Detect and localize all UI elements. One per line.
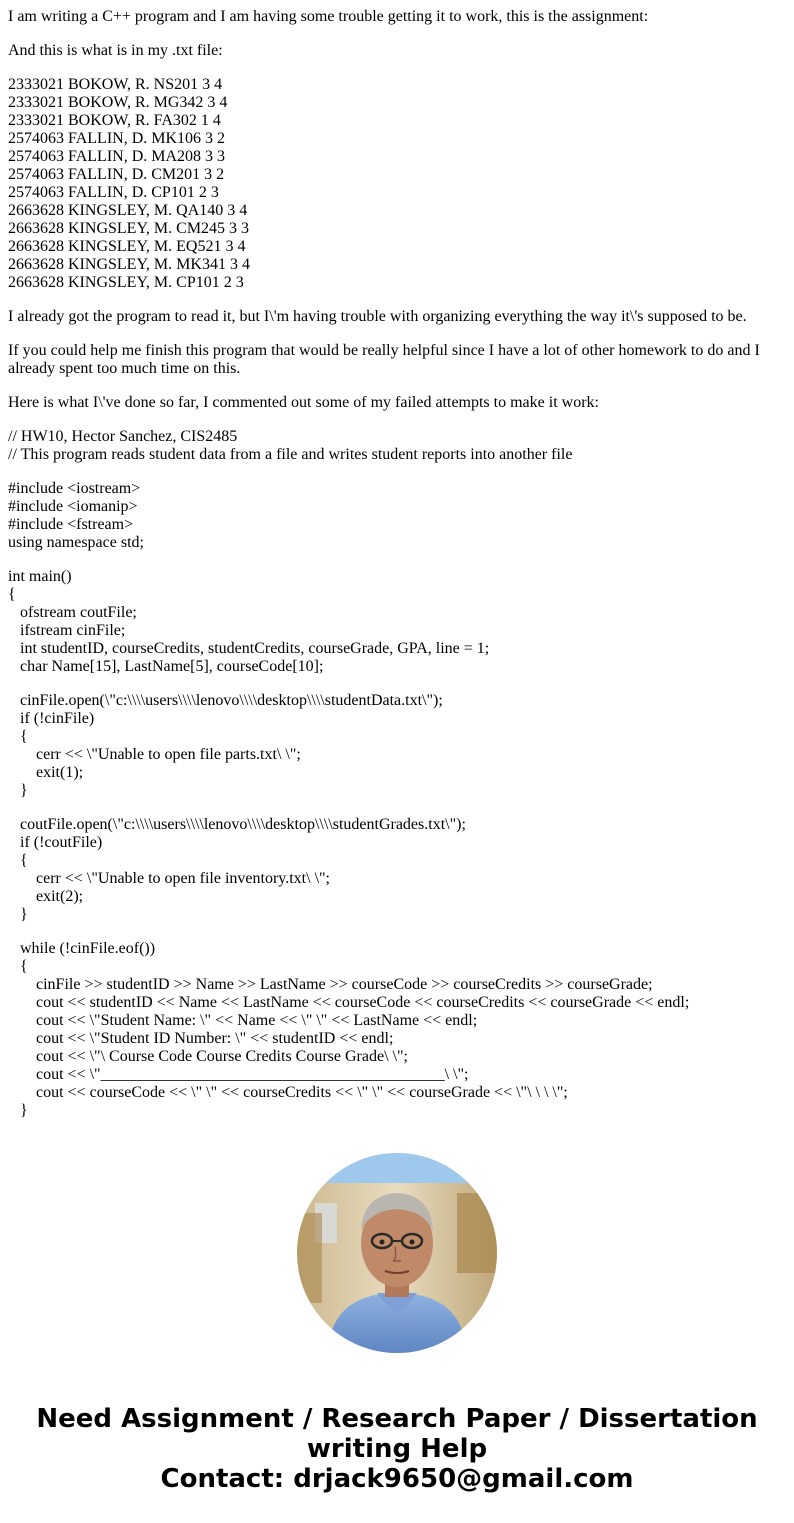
help-request-paragraph: If you could help me finish this program that would be really helpful since I have a lot of other homework to do and I already spent too much time on this. [8,342,760,377]
code-line: { [8,728,28,745]
code-line: cout << courseCode << \" \" << courseCredits << \" \" << courseGrade << \"\ \ \ \"; [8,1084,568,1101]
code-line: int main() [8,568,72,585]
txt-file-line: 2574063 FALLIN, D. MK106 3 2 [8,130,226,147]
code-listing [8,428,786,1120]
txt-file-contents [8,76,786,292]
code-line: cout << \"\ Course Code Course Credits Course Grade\ \"; [8,1048,408,1065]
txt-file-line: 2333021 BOKOW, R. FA302 1 4 [8,112,221,129]
code-block [8,568,786,676]
code-block [8,940,786,1120]
code-line: } [8,782,28,799]
txt-file-line: 2663628 KINGSLEY, M. CP101 2 3 [8,274,244,291]
code-block [8,480,786,552]
txt-file-line: 2663628 KINGSLEY, M. EQ521 3 4 [8,238,246,255]
txt-file-line: 2574063 FALLIN, D. CP101 2 3 [8,184,219,201]
code-line: #include <iomanip> [8,498,138,515]
code-line: if (!coutFile) [8,834,103,851]
code-line: #include <iostream> [8,480,141,497]
code-line: } [8,906,28,923]
code-line: coutFile.open(\"c:\\\\users\\\\lenovo\\\\desktop\\\\studentGrades.txt\"); [8,816,466,833]
code-line: if (!cinFile) [8,710,95,727]
code-line: } [8,1102,28,1119]
code-line: using namespace std; [8,534,144,551]
promo-line-1: Need Assignment / Research Paper / Dissertation [36,1404,758,1434]
txt-file-line: 2574063 FALLIN, D. CM201 3 2 [8,166,225,183]
code-line: // This program reads student data from a file and writes student reports into another file [8,446,573,463]
code-line: cout << studentID << Name << LastName << courseCode << courseCredits << courseGrade << endl; [8,994,690,1011]
txt-file-line: 2333021 BOKOW, R. MG342 3 4 [8,94,228,111]
code-line: #include <fstream> [8,516,134,533]
code-line: while (!cinFile.eof()) [8,940,156,957]
code-line: { [8,852,28,869]
promo-banner [0,1404,794,1494]
code-line: ifstream cinFile; [8,622,126,639]
code-line: char Name[15], LastName[5], courseCode[10]; [8,658,324,675]
txt-file-line: 2663628 KINGSLEY, M. QA140 3 4 [8,202,248,219]
code-block [8,816,786,924]
txt-file-line: 2663628 KINGSLEY, M. MK341 3 4 [8,256,250,273]
code-line: cout << \"Student Name: \" << Name << \" \" << LastName << endl; [8,1012,478,1029]
code-line: cout << \"Student ID Number: \" << studentID << endl; [8,1030,394,1047]
code-line: cout << \"___________________________________________\ \"; [8,1066,469,1083]
code-line: { [8,586,16,603]
code-line: cerr << \"Unable to open file inventory.txt\ \"; [8,870,330,887]
txt-file-line: 2333021 BOKOW, R. NS201 3 4 [8,76,223,93]
promo-line-2: writing Help [306,1434,488,1464]
code-line: // HW10, Hector Sanchez, CIS2485 [8,428,238,445]
code-line: int studentID, courseCredits, studentCredits, courseGrade, GPA, line = 1; [8,640,490,657]
txt-file-heading: And this is what is in my .txt file: [8,42,223,59]
intro-paragraph: I am writing a C++ program and I am having some trouble getting it to work, this is the assignment: [8,8,649,25]
code-intro-paragraph: Here is what I\'ve done so far, I commented out some of my failed attempts to make it work: [8,394,599,411]
code-line: cinFile.open(\"c:\\\\users\\\\lenovo\\\\desktop\\\\studentData.txt\"); [8,692,443,709]
code-line: exit(2); [8,888,84,905]
code-line: { [8,958,28,975]
code-line: cinFile >> studentID >> Name >> LastName >> courseCode >> courseCredits >> courseGrade; [8,976,653,993]
person-portrait-icon [297,1153,497,1353]
code-line: cerr << \"Unable to open file parts.txt\ \"; [8,746,301,763]
code-line: ofstream coutFile; [8,604,137,621]
code-line: exit(1); [8,764,84,781]
code-block [8,428,786,464]
promo-contact: Contact: drjack9650@gmail.com [160,1464,634,1494]
txt-file-line: 2574063 FALLIN, D. MA208 3 3 [8,148,226,165]
code-block [8,692,786,800]
progress-paragraph: I already got the program to read it, but I\'m having trouble with organizing everything the way it\'s supposed to be. [8,308,747,325]
post-content [8,8,786,1136]
author-photo [297,1153,497,1353]
txt-file-line: 2663628 KINGSLEY, M. CM245 3 3 [8,220,250,237]
